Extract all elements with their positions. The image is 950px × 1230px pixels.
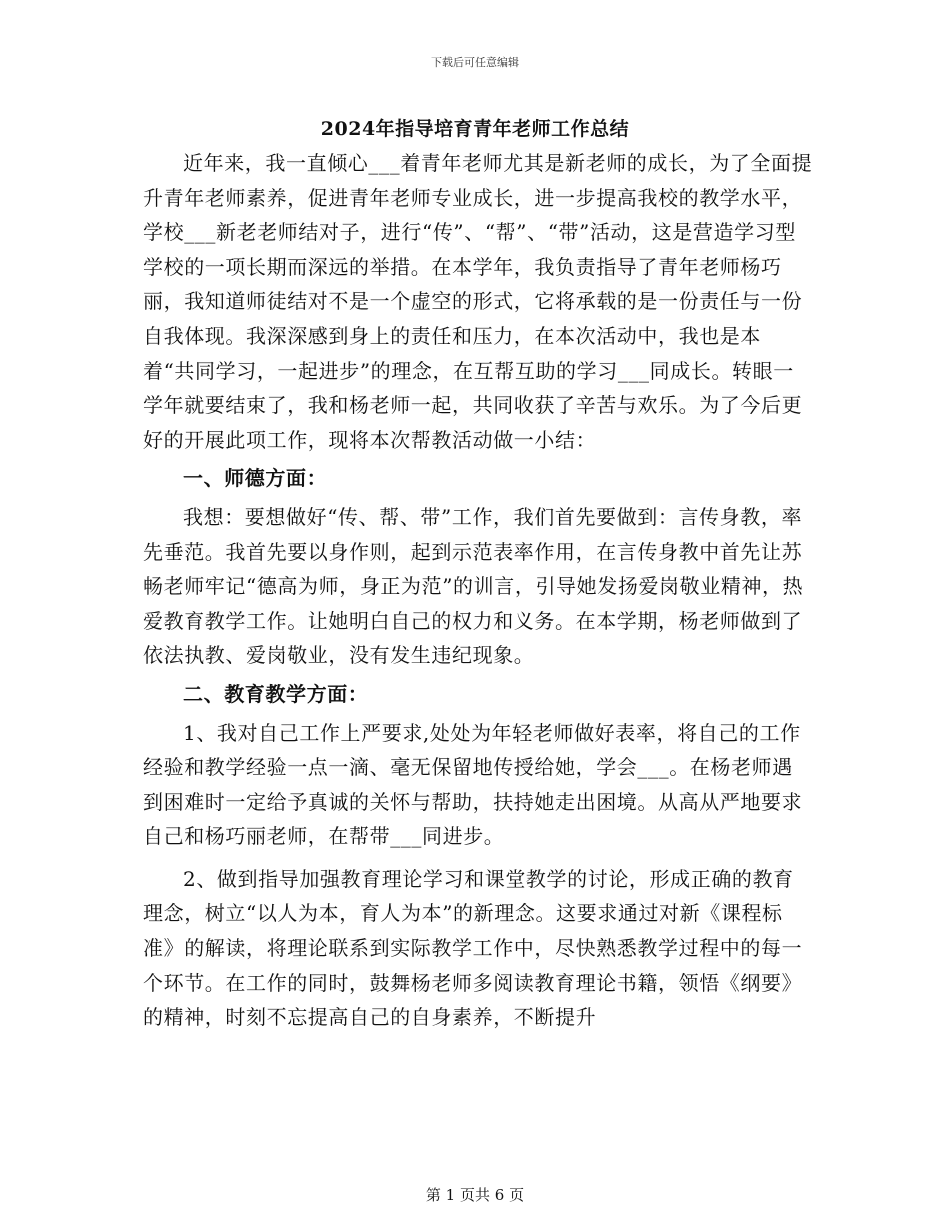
ethics-paragraph: 我想：要想做好“传、帮、带”工作，我们首先要做到：言传身教，率先垂范。我首先要以身作则，起到示范表率作用，在言传身教中首先让苏畅老师牢记“德高为师，身正为范”的训言，引导她发扬爱岗敬业精神，热爱教育教学工作。让她明白自己的权力和义务。在本学期，杨老师做到了依法执教、爱岗敬业，没有发生违纪现象。 xyxy=(143,504,804,668)
document-body xyxy=(143,146,813,1035)
section-heading-ethics: 一、师德方面： xyxy=(183,466,328,491)
page-footer: 第 1 页共 6 页 xyxy=(425,1186,525,1204)
teaching-item-2: 2、做到指导加强教育理论学习和课堂教学的讨论，形成正确的教育理念，树立“以人为本，育人为本”的新理念。这要求通过对新《课程标准》的解读，将理论联系到实际教学工作中，尽快熟悉教学过程中的每一个环节。在工作的同时，鼓舞杨老师多阅读教育理论书籍，领悟《纲要》的精神，时刻不忘提高自己的自身素养，不断提升 xyxy=(143,866,803,1030)
teaching-item-1: 1、我对自己工作上严要求,处处为年轻老师做好表率，将自己的工作经验和教学经验一点一滴、毫无保留地传授给她，学会___。在杨老师遇到困难时一定给予真诚的关怀与帮助，扶持她走出困境。从高从严地要求自己和杨巧丽老师，在帮带___同进步。 xyxy=(143,720,803,849)
header-note: 下载后可任意编辑 xyxy=(431,56,519,69)
section-heading-teaching: 二、教育教学方面： xyxy=(183,681,369,706)
intro-paragraph: 近年来，我一直倾心___着青年老师尤其是新老师的成长，为了全面提升青年老师素养，促进青年老师专业成长，进一步提高我校的教学水平，学校___新老老师结对子，进行“传”、“帮”、“带”活动，这是营造学习型学校的一项长期而深远的举措。在本学年，我负责指导了青年老师杨巧丽，我知道师徒结对不是一个虚空的形式，它将承载的是一份责任与一份自我体现。我深深感到身上的责任和压力，在本次活动中，我也是本着“共同学习，一起进步”的理念，在互帮互助的学习___同成长。转眼一学年就要结束了，我和杨老师一起，共同收获了辛苦与欢乐。为了今后更好的开展此项工作，现将本次帮教活动做一小结： xyxy=(143,151,813,452)
document-title: 2024年指导培育青年老师工作总结 xyxy=(320,118,630,140)
